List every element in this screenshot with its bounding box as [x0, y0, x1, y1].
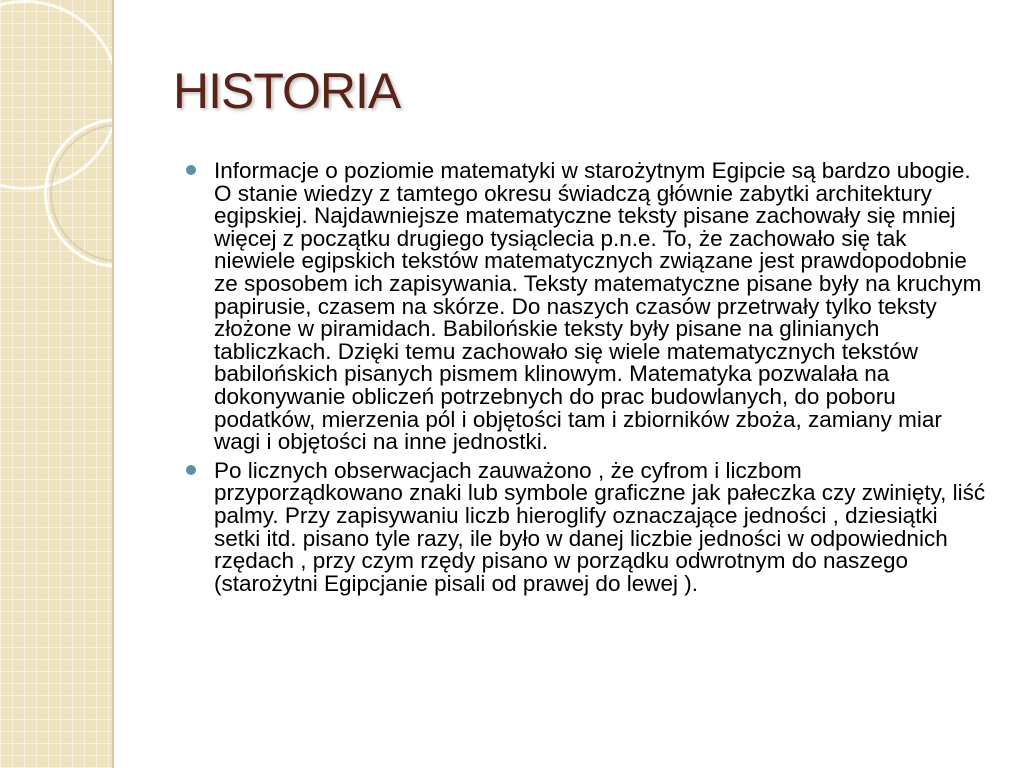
bullet-text: Informacje o poziomie matematyki w starożytnym Egipcie są bardzo ubogie. O stanie wiedzy z tamtego okresu świadczą głównie zabytki architektury egipskiej. Najdawniejsze matematyczne teksty pisane zachowały się mniej więcej z początku drugiego tysiąclecia p.n.e. To, że zachowało się tak niewiele egipskich tekstów matematycznych związane jest prawdopodobnie ze sposobem ich zapisywania. Teksty matematyczne pisane były na kruchym papirusie, czasem na skórze. Do naszych czasów przetrwały tylko teksty złożone w piramidach. Babilońskie teksty były pisane na glinianych tabliczkach. Dzięki temu zachowało się wiele matematycznych tekstów babilońskich pisanych pismem klinowym. Matematyka pozwalała na dokonywanie obliczeń potrzebnych do prac budowlanych, do poboru podatków, mierzenia pól i objętości tam i zbiorników zboża, zamiany miar wagi i objętości na inne jednostki. [214, 158, 982, 455]
bullet-text: Po licznych obserwacjach zauważono , że cyfrom i liczbom przyporządkowano znaki lub symbole graficzne jak pałeczka czy zwinięty, liść palmy. Przy zapisywaniu liczb hieroglify oznaczające jedności , dziesiątki setki itd. pisano tyle razy, ile było w danej liczbie jedności w odpowiednich rzędach , przy czym rzędy pisano w porządku odwrotnym do naszego (starożytni Egipcjanie pisali od prawej do lewej ). [214, 457, 986, 596]
bullet-item [186, 457, 986, 596]
bullet-item [186, 160, 986, 454]
bullet-dot-icon [186, 465, 196, 475]
decorative-side-band [0, 0, 112, 768]
slide-body [186, 160, 986, 601]
bullet-dot-icon [186, 165, 196, 175]
slide-title: HISTORIA [173, 63, 401, 119]
band-divider [112, 0, 114, 768]
